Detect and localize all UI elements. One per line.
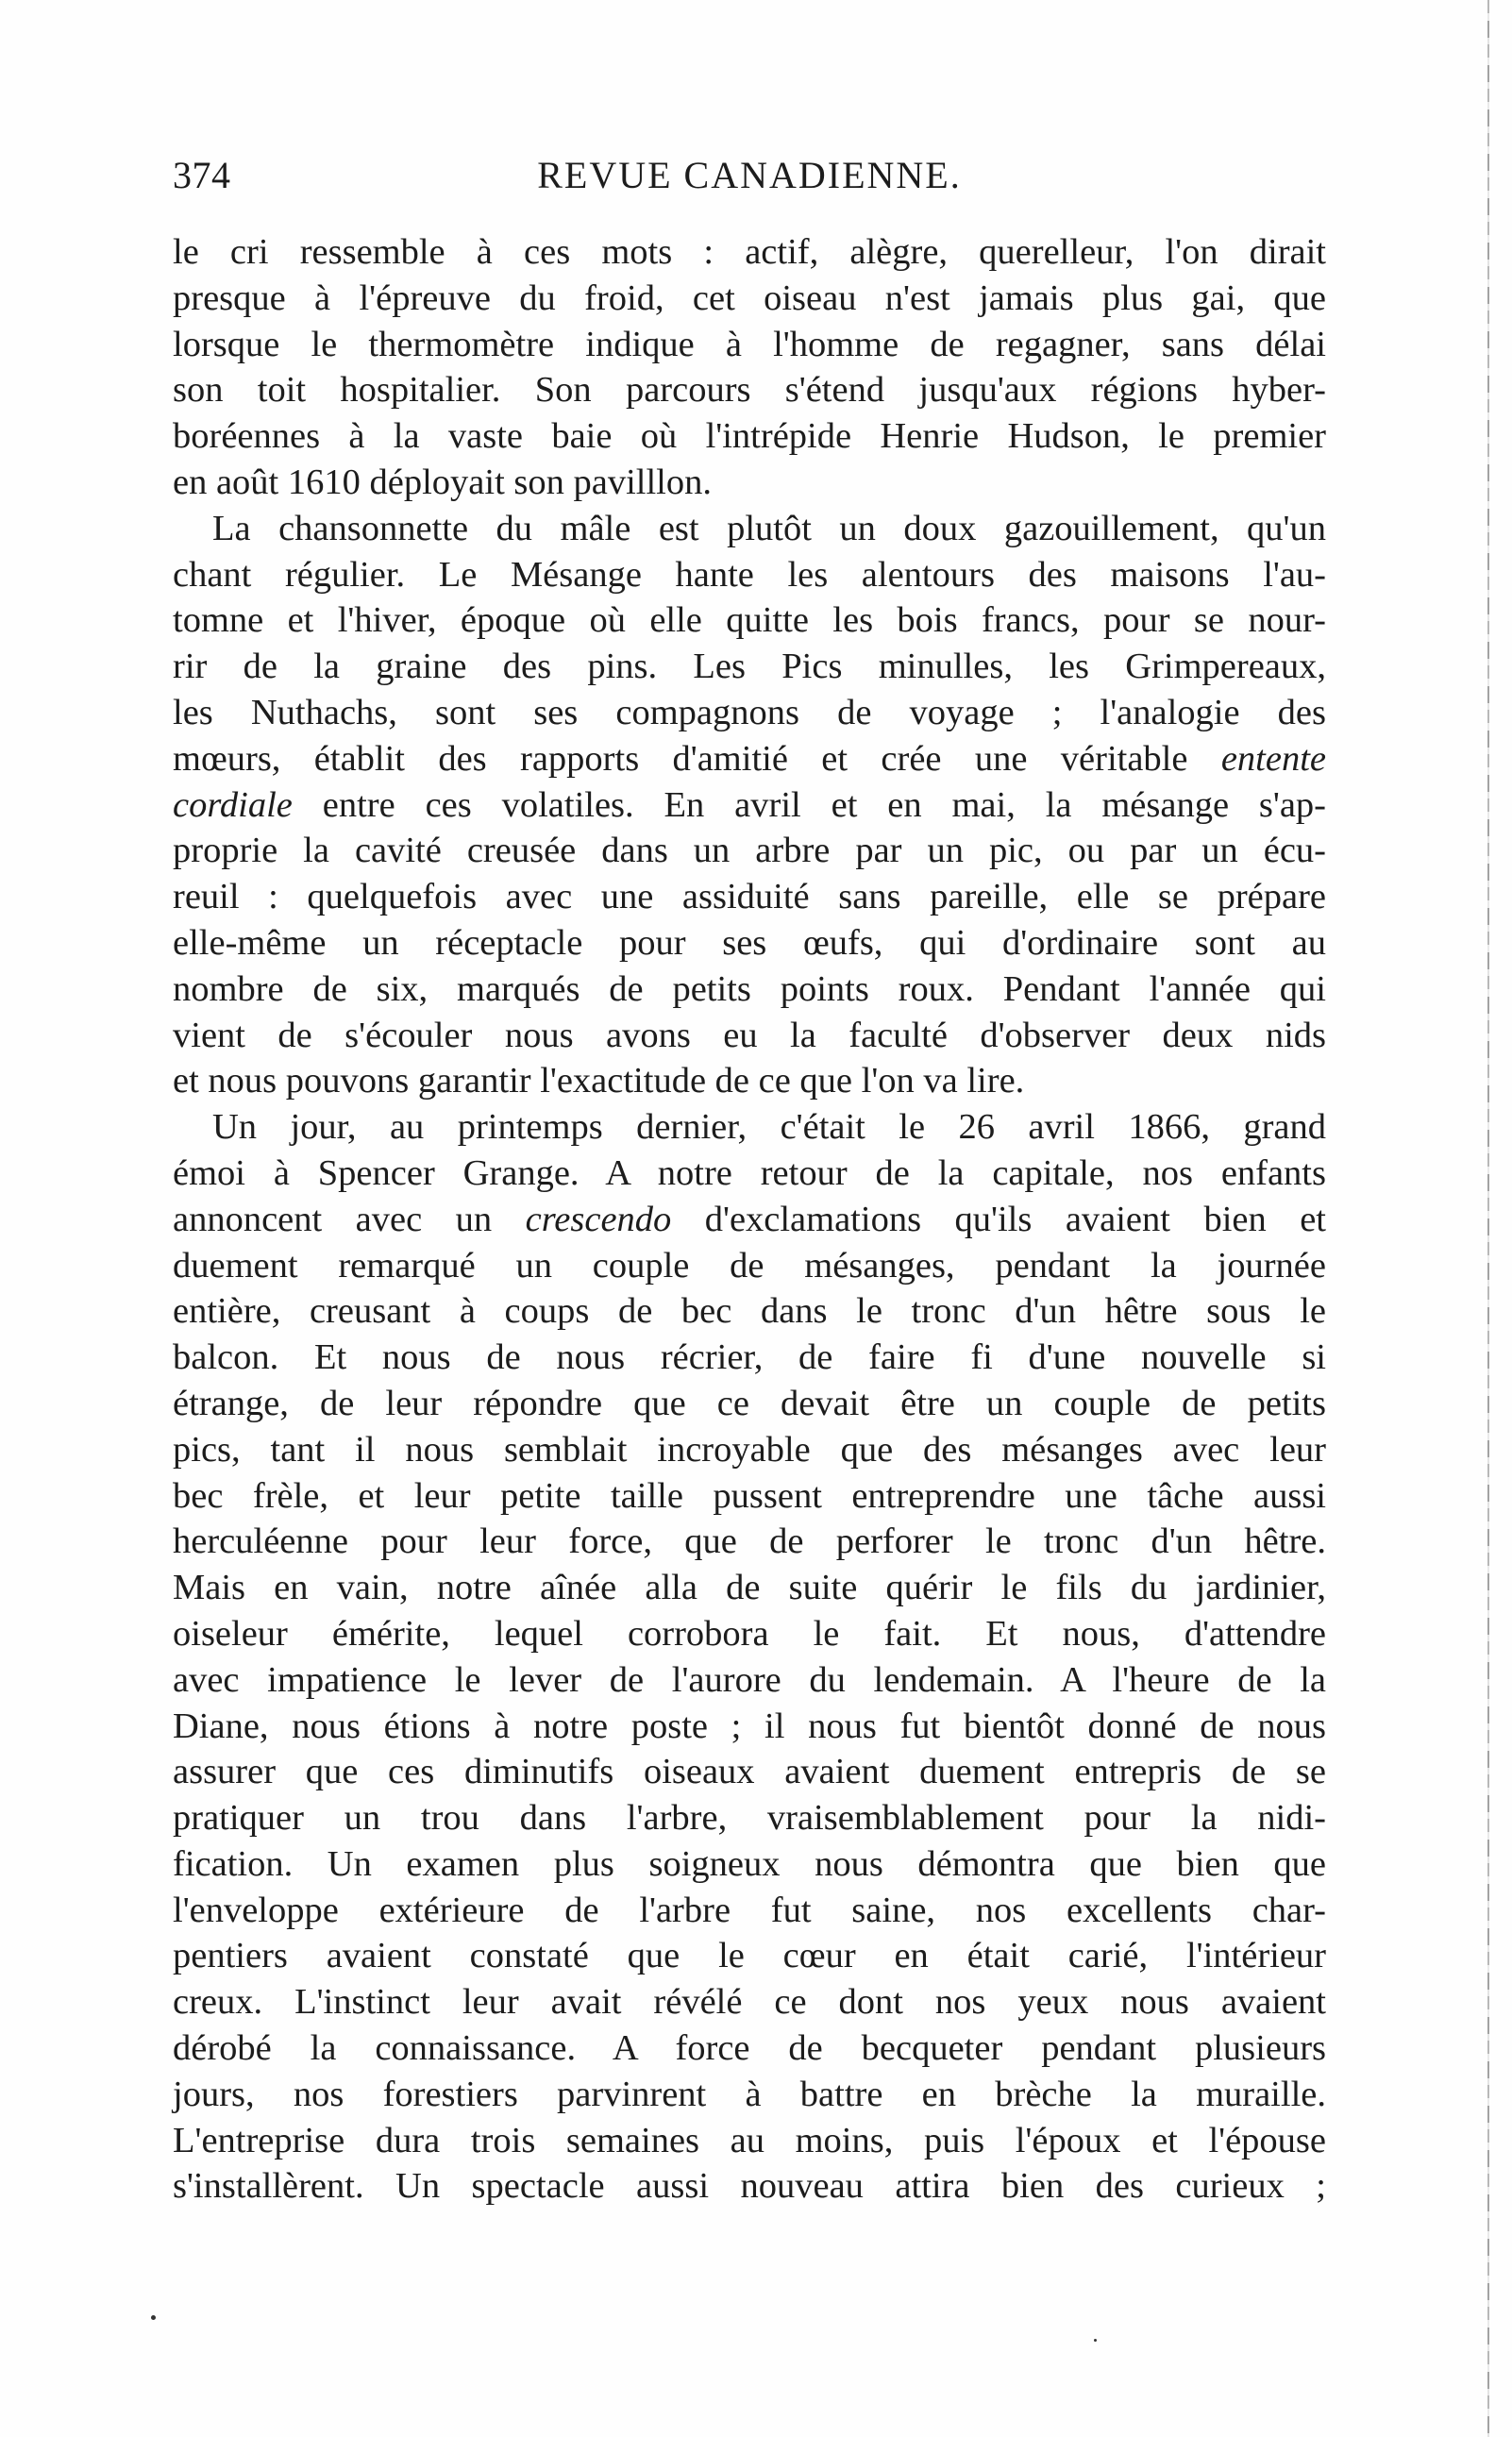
text-line: jours, nos forestiers parvinrent à battre en brèche la muraille.	[173, 2074, 1326, 2114]
text-line: oiseleur émérite, lequel corrobora le fait. Et nous, d'attendre	[173, 1613, 1326, 1654]
text-line: mœurs, établit des rapports d'amitié et crée une véritable entente	[173, 738, 1326, 779]
paragraph-start-line: Un jour, au printemps dernier, c'était le 26 avril 1866, grand	[212, 1107, 1326, 1148]
body-text	[173, 229, 1326, 2210]
text-line: assurer que ces diminutifs oiseaux avaient duement entrepris de se	[173, 1752, 1326, 1792]
text-line: elle-même un réceptacle pour ses œufs, qui d'ordinaire sont au	[173, 922, 1326, 963]
text-line: s'installèrent. Un spectacle aussi nouveau attira bien des curieux ;	[173, 2166, 1326, 2207]
text-line: duement remarqué un couple de mésanges, pendant la journée	[173, 1245, 1326, 1286]
ink-speck	[1094, 2339, 1097, 2342]
text-line: vient de s'écouler nous avons eu la faculté d'observer deux nids	[173, 1015, 1326, 1055]
text-line: et nous pouvons garantir l'exactitude de ce que l'on va lire.	[173, 1061, 1025, 1101]
text-line: cordiale entre ces volatiles. En avril et en mai, la mésange s'ap-	[173, 784, 1326, 825]
text-line: lorsque le thermomètre indique à l'homme de regagner, sans délai	[173, 324, 1326, 364]
text-line: les Nuthachs, sont ses compagnons de voyage ; l'analogie des	[173, 692, 1326, 732]
text-line: Diane, nous étions à notre poste ; il nous fut bientôt donné de nous	[173, 1706, 1326, 1746]
text-line: fication. Un examen plus soigneux nous démontra que bien que	[173, 1843, 1326, 1884]
text-line: étrange, de leur répondre que ce devait être un couple de petits	[173, 1383, 1326, 1423]
text-line: boréennes à la vaste baie où l'intrépide Henrie Hudson, le premier	[173, 416, 1326, 457]
text-line: pics, tant il nous semblait incroyable que des mésanges avec leur	[173, 1429, 1326, 1470]
text-line: reuil : quelquefois avec une assiduité sans pareille, elle se prépare	[173, 877, 1326, 917]
text-line: chant régulier. Le Mésange hante les alentours des maisons l'au-	[173, 554, 1326, 595]
text-line: dérobé la connaissance. A force de becqueter pendant plusieurs	[173, 2028, 1326, 2069]
ink-speck	[151, 2315, 156, 2320]
text-line: herculéenne pour leur force, que de perforer le tronc d'un hêtre.	[173, 1521, 1326, 1562]
text-line: L'entreprise dura trois semaines au moins, puis l'époux et l'épouse	[173, 2120, 1326, 2160]
italic-term: cordiale	[173, 784, 293, 825]
text-line: le cri ressemble à ces mots : actif, alègre, querelleur, l'on dirait	[173, 232, 1326, 272]
text-line: nombre de six, marqués de petits points roux. Pendant l'année qui	[173, 968, 1326, 1009]
text-line: rir de la graine des pins. Les Pics minulles, les Grimpereaux,	[173, 647, 1326, 687]
text-line: en août 1610 déployait son pavilllon.	[173, 462, 712, 502]
text-line: son toit hospitalier. Son parcours s'étend jusqu'aux régions hyber-	[173, 370, 1326, 411]
page-number: 374	[173, 154, 231, 196]
paragraph-start-line: La chansonnette du mâle est plutôt un doux gazouillement, qu'un	[212, 508, 1326, 548]
text-line: Mais en vain, notre aînée alla de suite quérir le fils du jardinier,	[173, 1568, 1326, 1608]
page-edge-shadow	[1487, 0, 1489, 2437]
text-line: pentiers avaient constaté que le cœur en était carié, l'intérieur	[173, 1936, 1326, 1976]
text-line: bec frèle, et leur petite taille pussent entreprendre une tâche aussi	[173, 1475, 1326, 1516]
text-line: creux. L'instinct leur avait révélé ce dont nos yeux nous avaient	[173, 1982, 1326, 2023]
text-line: proprie la cavité creusée dans un arbre par un pic, ou par un écu-	[173, 831, 1326, 871]
text-line: émoi à Spencer Grange. A notre retour de la capitale, nos enfants	[173, 1152, 1326, 1193]
italic-term: crescendo	[525, 1199, 672, 1239]
text-line: pratiquer un trou dans l'arbre, vraisemblablement pour la nidi-	[173, 1798, 1326, 1839]
text-line: presque à l'épreuve du froid, cet oiseau n'est jamais plus gai, que	[173, 277, 1326, 318]
text-line: annoncent avec un crescendo d'exclamations qu'ils avaient bien et	[173, 1199, 1326, 1239]
running-title: REVUE CANADIENNE.	[537, 154, 962, 196]
text-line: l'enveloppe extérieure de l'arbre fut saine, nos excellents char-	[173, 1890, 1326, 1930]
text-line: tomne et l'hiver, époque où elle quitte les bois francs, pour se nour-	[173, 600, 1326, 641]
italic-term: entente	[1220, 738, 1326, 779]
text-line: avec impatience le lever de l'aurore du lendemain. A l'heure de la	[173, 1659, 1326, 1700]
text-line: balcon. Et nous de nous récrier, de faire fi d'une nouvelle si	[173, 1337, 1326, 1378]
text-line: entière, creusant à coups de bec dans le tronc d'un hêtre sous le	[173, 1291, 1326, 1332]
page-header	[173, 153, 1326, 210]
